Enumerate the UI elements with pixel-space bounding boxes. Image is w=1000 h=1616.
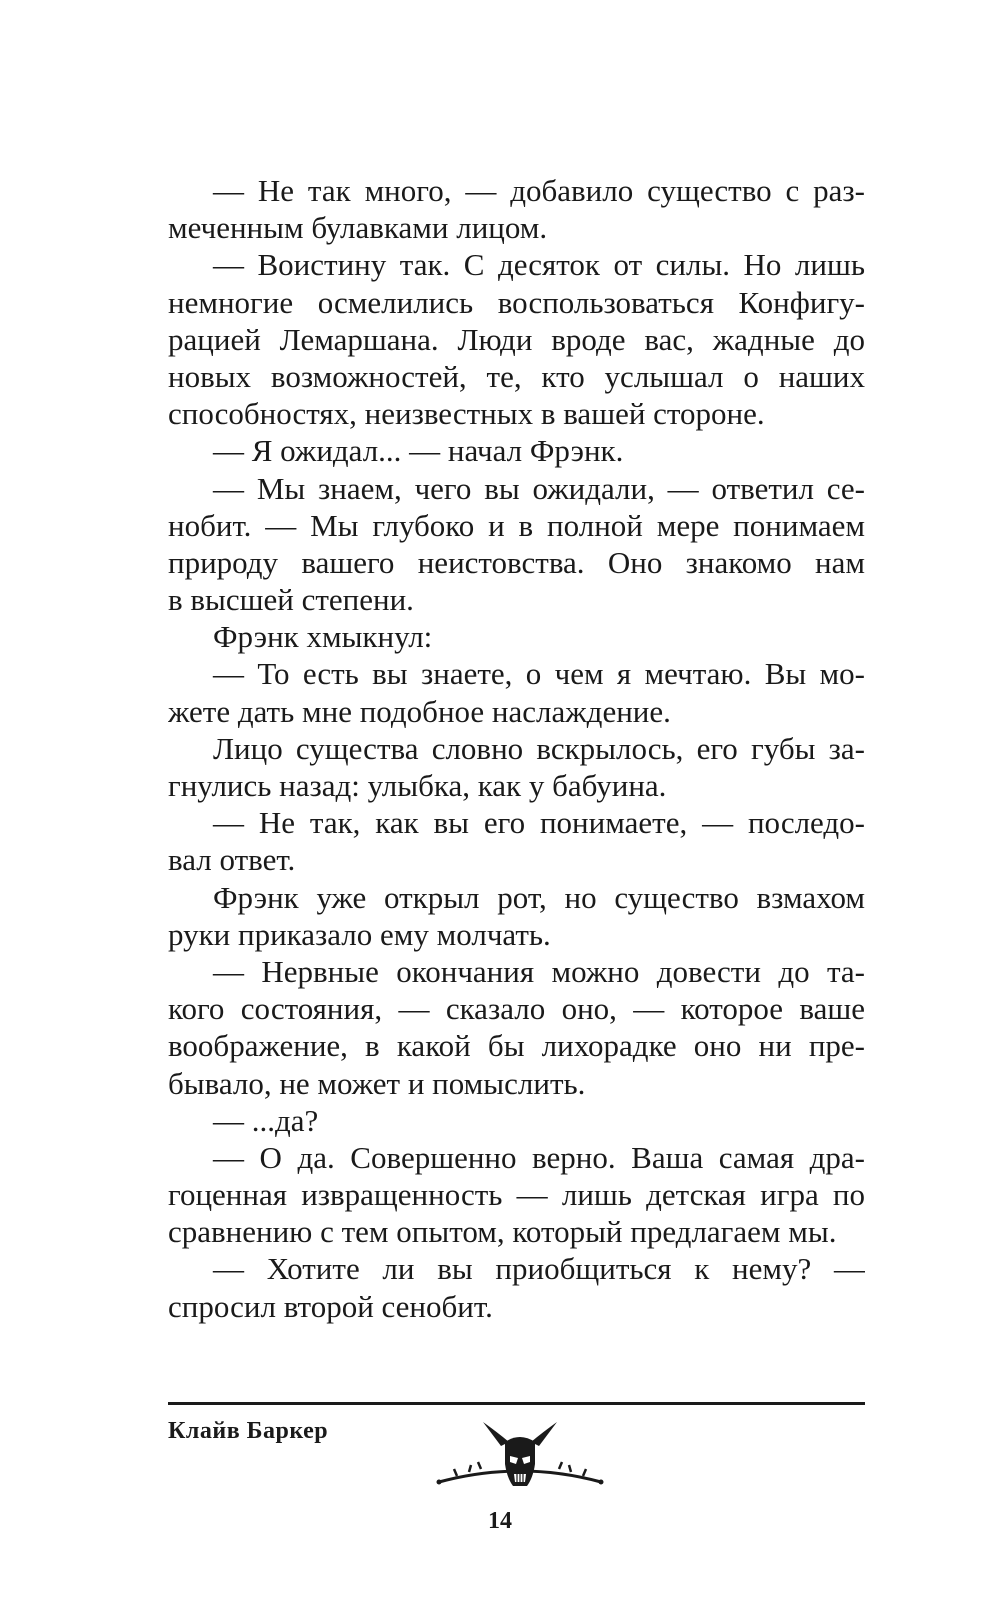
text-line: рацией Лемаршана. Люди вроде вас, жадные до bbox=[168, 321, 865, 357]
page-number: 14 bbox=[488, 1508, 512, 1534]
text-line: меченным булавками лицом. bbox=[168, 210, 548, 246]
text-line: воображение, в какой бы лихорадке оно ни пре- bbox=[168, 1028, 865, 1064]
text-line: — Мы знаем, чего вы ожидали, — ответил се- bbox=[213, 470, 865, 506]
text-line: нобит. — Мы глубоко и в полной мере понимаем bbox=[168, 507, 865, 543]
text-line: — То есть вы знаете, о чем я мечтаю. Вы мо- bbox=[213, 656, 865, 692]
text-line: гоценная извращенность — лишь детская игра по bbox=[168, 1177, 865, 1213]
text-line: Лицо существа словно вскрылось, его губы за- bbox=[213, 730, 865, 766]
body-text bbox=[168, 172, 865, 1325]
text-line: — Воистину так. С десяток от силы. Но лишь bbox=[213, 247, 865, 283]
text-line: немногие осмелились воспользоваться Конфигу- bbox=[168, 284, 865, 320]
text-line: жете дать мне подобное наслаждение. bbox=[168, 693, 671, 729]
text-line: новых возможностей, те, кто услышал о наших bbox=[168, 358, 865, 394]
footer-divider bbox=[168, 1402, 865, 1405]
text-line: — ...да? bbox=[213, 1102, 319, 1138]
text-line: вал ответ. bbox=[168, 842, 296, 878]
text-line: — Не так, как вы его понимаете, — последо- bbox=[213, 805, 865, 841]
text-line: спросил второй сенобит. bbox=[168, 1288, 493, 1324]
horned-skull-emblem-icon bbox=[435, 1420, 605, 1510]
text-line: — Хотите ли вы приобщиться к нему? — bbox=[213, 1251, 865, 1287]
text-line: Фрэнк уже открыл рот, но существо взмахом bbox=[213, 879, 865, 915]
text-line: руки приказало ему молчать. bbox=[168, 916, 551, 952]
text-line: — Я ожидал... — начал Фрэнк. bbox=[213, 433, 624, 469]
running-footer-author: Клайв Баркер bbox=[168, 1418, 329, 1444]
text-line: природу вашего неистовства. Оно знакомо нам bbox=[168, 544, 865, 580]
text-line: — Не так много, — добавило существо с раз- bbox=[213, 173, 865, 208]
text-line: кого состояния, — сказало оно, — которое ваше bbox=[168, 991, 865, 1027]
text-line: бывало, не может и помыслить. bbox=[168, 1065, 586, 1101]
text-line: в высшей степени. bbox=[168, 582, 414, 618]
text-line: — Нервные окончания можно довести до та- bbox=[213, 953, 865, 989]
text-line: сравнению с тем опытом, который предлагаем мы. bbox=[168, 1214, 837, 1250]
text-line: гнулись назад: улыбка, как у бабуина. bbox=[168, 768, 667, 803]
text-line: способностях, неизвестных в вашей стороне. bbox=[168, 396, 765, 432]
text-line: — О да. Совершенно верно. Ваша самая дра- bbox=[213, 1139, 865, 1175]
text-line: Фрэнк хмыкнул: bbox=[213, 619, 433, 655]
